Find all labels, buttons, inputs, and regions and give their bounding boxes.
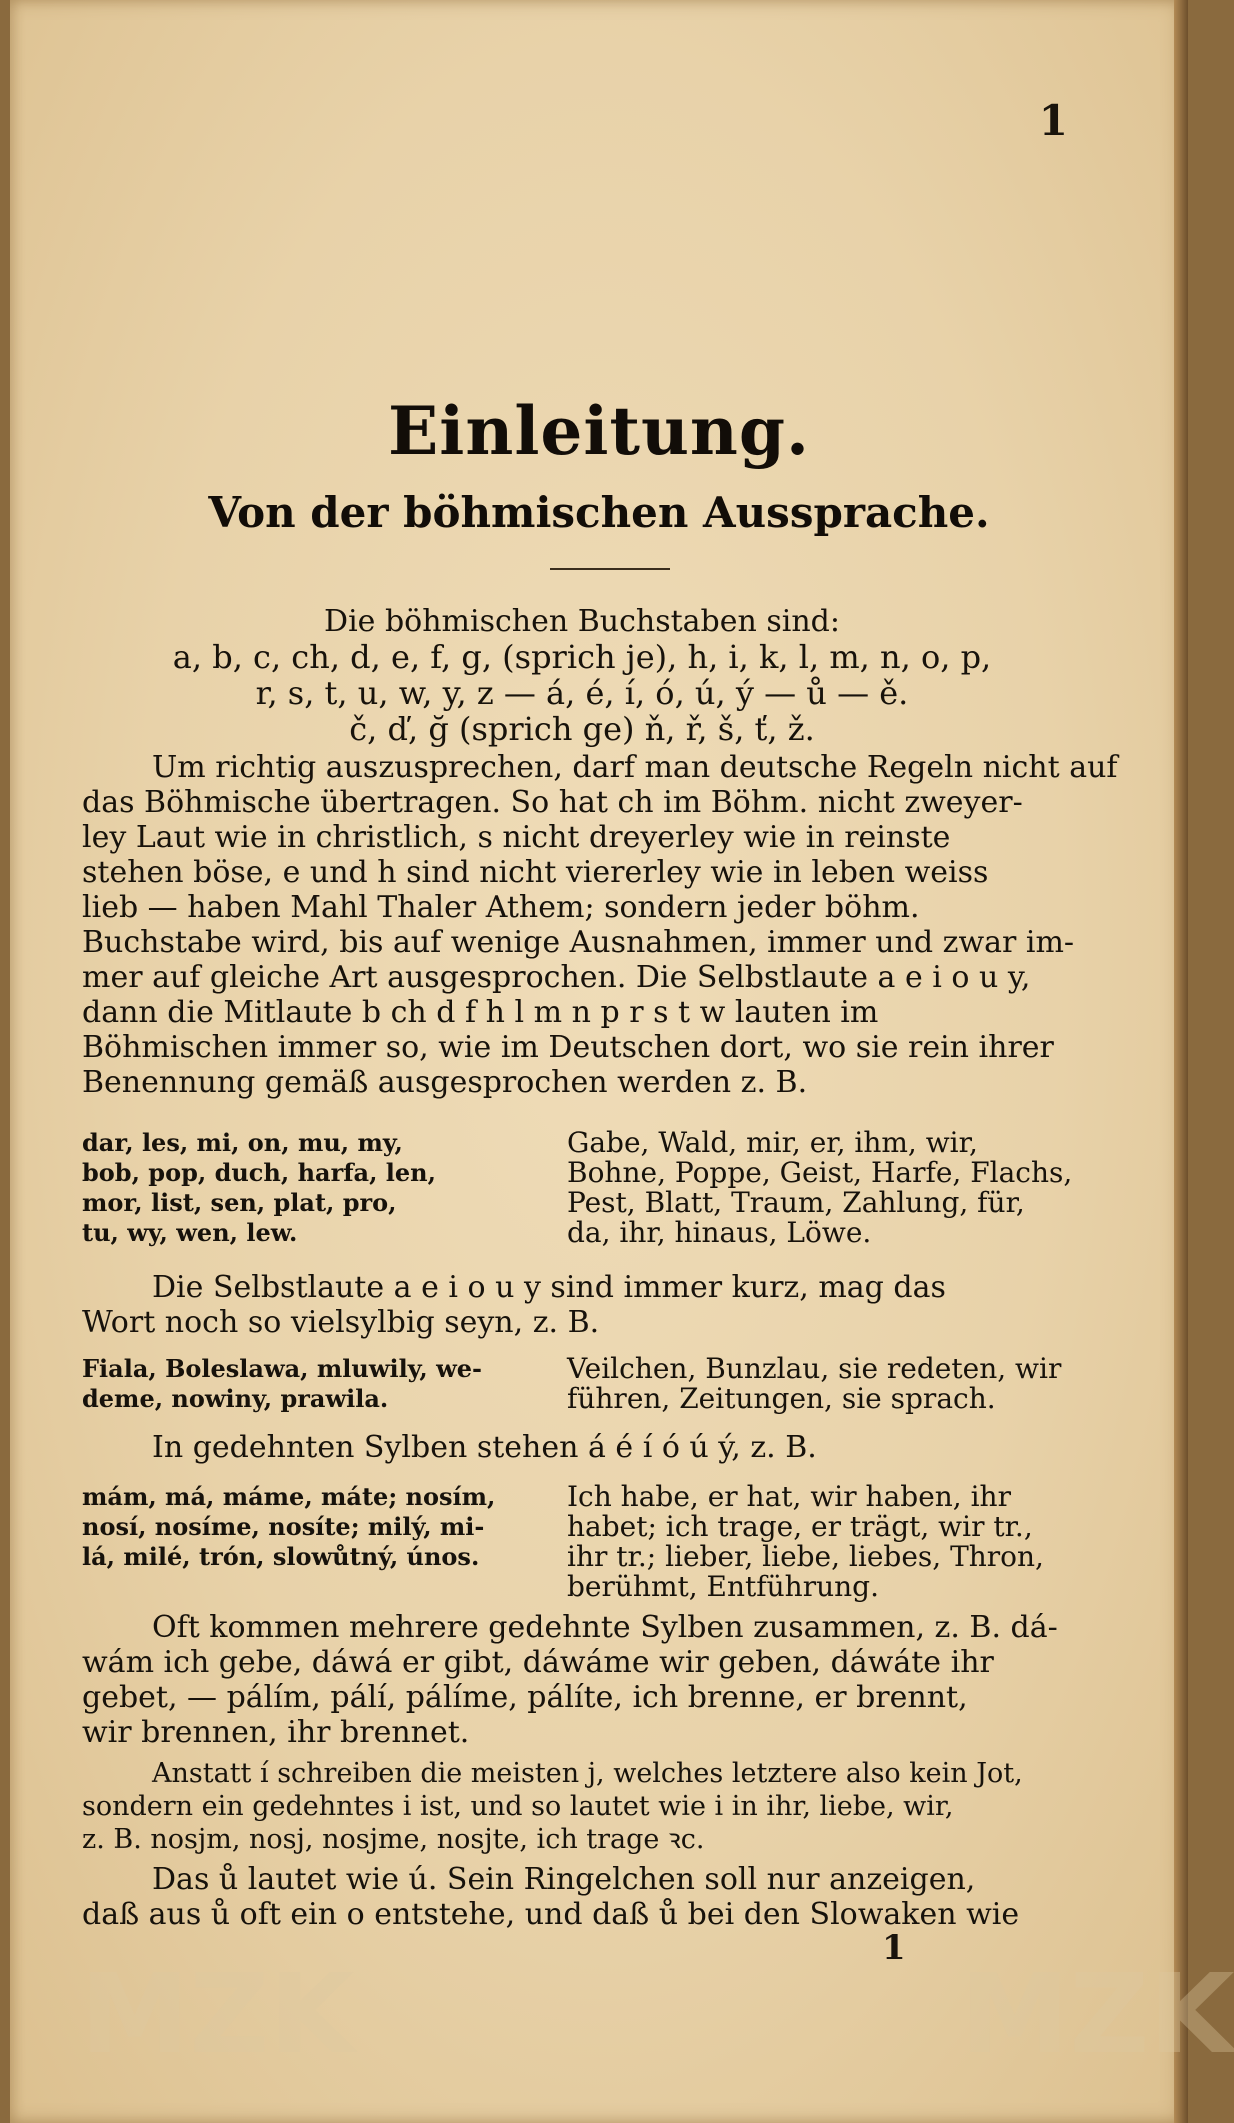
text-line: sondern ein gedehntes i ist, und so lautet wie i in ihr, liebe, wir, (82, 1791, 954, 1822)
example-2 (82, 1354, 1082, 1414)
example-line: ihr tr.; lieber, liebe, liebes, Thron, (567, 1540, 1044, 1573)
example-line: nosí, nosíme, nosíte; milý, mi- (82, 1512, 485, 1541)
book-page (10, 0, 1234, 2123)
example-czech-column (82, 1128, 567, 1248)
alphabet-block (82, 604, 1082, 747)
page-number-bottom: 1 (882, 1928, 906, 1968)
example-3 (82, 1482, 1082, 1602)
example-line: dar, les, mi, on, mu, my, (82, 1128, 403, 1157)
paragraph-2 (82, 1270, 1082, 1340)
example-line: Bohne, Poppe, Geist, Harfe, Flachs, (567, 1156, 1073, 1189)
alphabet-intro: Die böhmischen Buchstaben sind: (324, 604, 840, 639)
page-number-top: 1 (1038, 96, 1068, 145)
example-line: mor, list, sen, plat, pro, (82, 1188, 397, 1217)
example-german-column (567, 1354, 1082, 1414)
paragraph-5 (82, 1757, 1082, 1856)
text-line: dann die Mitlaute b ch d f h l m n p r s t w lauten im (82, 995, 879, 1030)
text-line: stehen böse, e und h sind nicht viererley wie in leben weiss (82, 855, 989, 890)
example-line: führen, Zeitungen, sie sprach. (567, 1382, 996, 1415)
paragraph-1 (82, 750, 1118, 1100)
alphabet-line: a, b, c, ch, d, e, f, g, (sprich je), h, i, k, l, m, n, o, p, (172, 638, 992, 676)
example-line: da, ihr, hinaus, Löwe. (567, 1216, 872, 1249)
example-line: Fiala, Boleslawa, mluwily, we- (82, 1354, 482, 1383)
chapter-subtitle: Von der böhmischen Aussprache. (208, 488, 990, 537)
text-line: Um richtig auszusprechen, darf man deutsche Regeln nicht auf (152, 750, 1118, 785)
text-line: Anstatt í schreiben die meisten j, welches letztere also kein Jot, (152, 1758, 1023, 1789)
text-line: wir brennen, ihr brennet. (82, 1715, 470, 1750)
example-1 (82, 1128, 1082, 1248)
example-line: Pest, Blatt, Traum, Zahlung, für, (567, 1186, 1025, 1219)
alphabet-line: č, ď, ğ (sprich ge) ň, ř, š, ť, ž. (349, 710, 815, 748)
example-czech-column (82, 1354, 567, 1414)
text-line: Wort noch so vielsylbig seyn, z. B. (82, 1305, 600, 1340)
text-line: Buchstabe wird, bis auf wenige Ausnahmen, immer und zwar im- (82, 925, 1075, 960)
example-line: lá, milé, trón, slowůtný, únos. (82, 1542, 480, 1571)
example-line: deme, nowiny, prawila. (82, 1384, 389, 1413)
text-line: daß aus ů oft ein o entstehe, und daß ů bei den Slowaken wie (82, 1897, 1020, 1932)
page-spine-shadow (1174, 0, 1188, 2123)
example-line: habet; ich trage, er trägt, wir tr., (567, 1510, 1033, 1543)
example-line: Ich habe, er hat, wir haben, ihr (567, 1480, 1011, 1513)
text-line: Oft kommen mehrere gedehnte Sylben zusammen, z. B. dá- (152, 1610, 1058, 1645)
example-german-column (567, 1482, 1082, 1602)
library-watermark: MZK (960, 1950, 1234, 2078)
example-czech-column (82, 1482, 567, 1602)
text-line: mer auf gleiche Art ausgesprochen. Die Selbstlaute a e i o u y, (82, 960, 1031, 995)
text-line: Die Selbstlaute a e i o u y sind immer kurz, mag das (152, 1270, 946, 1305)
paragraph-4 (82, 1610, 1082, 1750)
text-line: Böhmischen immer so, wie im Deutschen dort, wo sie rein ihrer (82, 1030, 1054, 1065)
example-line: berühmt, Entführung. (567, 1570, 879, 1603)
paragraph-6 (82, 1862, 1082, 1932)
title-divider (550, 568, 670, 570)
example-german-column (567, 1128, 1082, 1248)
text-line: lieb — haben Mahl Thaler Athem; sondern jeder böhm. (82, 890, 920, 925)
chapter-title: Einleitung. (387, 392, 811, 470)
paragraph-3 (82, 1430, 1082, 1465)
text-line: z. B. nosjm, nosj, nosjme, nosjte, ich trage ꝛc. (82, 1824, 705, 1855)
text-line: Benennung gemäß ausgesprochen werden z. B. (82, 1065, 808, 1100)
text-line: gebet, — pálím, pálí, pálíme, pálíte, ich brenne, er brennt, (82, 1680, 968, 1715)
text-line: wám ich gebe, dáwá er gibt, dáwáme wir geben, dáwáte ihr (82, 1645, 994, 1680)
library-watermark: MZK (80, 1950, 355, 2078)
alphabet-line: r, s, t, u, w, y, z — á, é, í, ó, ú, ý — ů — ě. (255, 674, 909, 712)
example-line: bob, pop, duch, harfa, len, (82, 1158, 436, 1187)
example-line: tu, wy, wen, lew. (82, 1218, 298, 1247)
text-line: In gedehnten Sylben stehen á é í ó ú ý, z. B. (152, 1430, 817, 1465)
example-line: mám, má, máme, máte; nosím, (82, 1482, 496, 1511)
text-line: Das ů lautet wie ú. Sein Ringelchen soll nur anzeigen, (152, 1862, 976, 1897)
example-line: Veilchen, Bunzlau, sie redeten, wir (567, 1352, 1062, 1385)
text-line: ley Laut wie in christlich, s nicht dreyerley wie in reinste (82, 820, 951, 855)
text-line: das Böhmische übertragen. So hat ch im Böhm. nicht zweyer- (82, 785, 1023, 820)
example-line: Gabe, Wald, mir, er, ihm, wir, (567, 1126, 978, 1159)
